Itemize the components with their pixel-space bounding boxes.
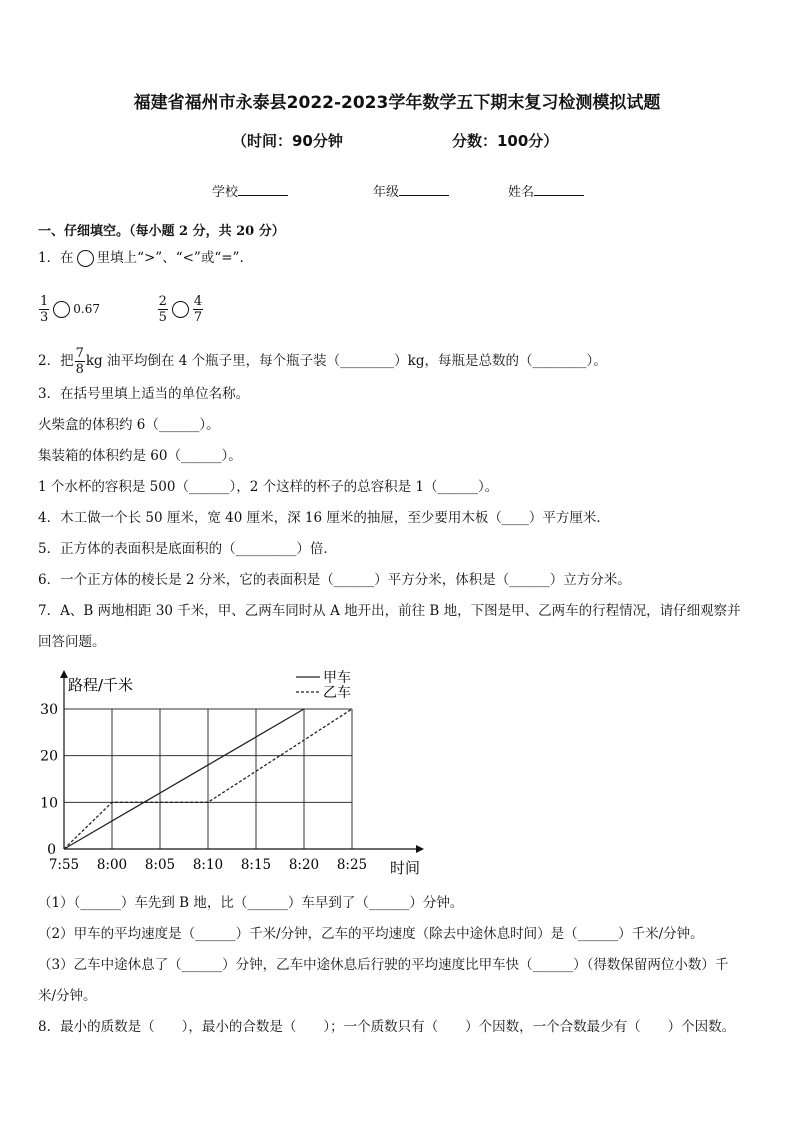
question-7-sub3b: 米/分钟。 (38, 988, 97, 1004)
series-line-0 (64, 709, 304, 849)
x-tick-label: 8:25 (336, 857, 368, 873)
name-field[interactable]: 姓名 (508, 181, 584, 200)
chart-axes (60, 670, 424, 853)
school-field[interactable]: 学校 (212, 181, 288, 200)
question-7-sub2: （2）甲车的平均速度是（______）千米/分钟，乙车的平均速度（除去中途休息时间）是（______）千米/分钟。 (38, 926, 704, 942)
total-score: 分数：100分） (452, 132, 559, 150)
x-tick-label: 8:10 (192, 857, 224, 873)
question-3-c: 1 个水杯的容积是 500（______），2 个这样的杯子的总容积是 1（______）。 (38, 479, 499, 495)
question-1: 1．在 里填上“>”、“<”或“=”. (38, 250, 244, 266)
x-tick-label: 8:00 (96, 857, 128, 873)
question-1-items: $\frac{1}{3}$ 0.67 $\frac{2}{5}$ $\frac{4}{7}$ (40, 294, 203, 325)
compare-circle-icon (77, 250, 94, 267)
question-7-line2: 回答问题。 (38, 634, 106, 650)
y-tick-label: 0 (47, 842, 56, 858)
question-3-a: 火柴盒的体积约 6（______）。 (38, 417, 220, 433)
question-3-b: 集装箱的体积约是 60（______）。 (38, 448, 242, 464)
question-5: 5．正方体的表面积是底面积的（_________）倍． (38, 541, 337, 557)
y-axis-arrow-icon (60, 670, 68, 678)
fraction-4-7: $\frac{4}{7}$ (193, 294, 203, 325)
chart-labels (40, 670, 420, 877)
fraction-7-8: $\frac{7}{8}$ (75, 346, 84, 377)
chart-grid (64, 709, 352, 849)
legend-label-1: 乙车 (323, 685, 351, 701)
answer-circle-1[interactable] (53, 301, 70, 318)
fraction-2-5: $\frac{2}{5}$ (158, 294, 167, 325)
x-tick-label: 8:20 (288, 857, 320, 873)
section-heading: 一、仔细填空。（每小题 2 分，共 20 分） (38, 224, 285, 239)
question-7-sub1: （1）（______）车先到 B 地，比（______）车早到了（______）分钟。 (38, 895, 464, 911)
answer-circle-2[interactable] (172, 301, 189, 318)
question-3-stem: 3．在括号里填上适当的单位名称。 (38, 386, 250, 402)
question-7-sub3a: （3）乙车中途休息了（______）分钟，乙车中途休息后行驶的平均速度比甲车快（______）（得数保留两位小数）千 (38, 957, 729, 973)
y-tick-label: 20 (40, 748, 58, 765)
x-axis-arrow-icon (416, 845, 424, 853)
question-6: 6．一个正方体的棱长是 2 分米，它的表面积是（______）平方分米，体积是（______）立方分米。 (38, 572, 631, 588)
y-tick-label: 30 (40, 702, 58, 718)
travel-line-chart (38, 668, 428, 878)
x-tick-label: 7:55 (48, 857, 80, 873)
x-tick-label: 8:05 (144, 857, 176, 873)
x-axis-label: 时间 (390, 859, 421, 877)
question-7-line1: 7．A、B 两地相距 30 千米，甲、乙两车同时从 A 地开出，前往 B 地，下图是甲、乙两车的行程情况，请仔细观察并 (38, 603, 741, 619)
paper-title: 福建省福州市永泰县2022-2023学年数学五下期末复习检测模拟试题 (133, 93, 661, 113)
y-tick-label: 10 (40, 795, 58, 812)
grade-field[interactable]: 年级 (373, 181, 449, 200)
y-axis-label: 路程/千米 (68, 676, 134, 694)
legend-label-0: 甲车 (323, 670, 351, 686)
question-8: 8．最小的质数是（ ），最小的合数是（ ）；一个质数只有（ ）个因数，一个合数最少有（ ）个因数。 (38, 1019, 736, 1035)
question-2: 2．把 $\frac{7}{8}$ kg 油平均倒在 4 个瓶子里，每个瓶子装（________）kg，每瓶是总数的（________）。 (38, 346, 607, 377)
x-tick-label: 8:15 (240, 857, 272, 873)
question-4: 4．木工做一个长 50 厘米，宽 40 厘米，深 16 厘米的抽屉，至少要用木板（____）平方厘米． (38, 510, 610, 526)
time-limit: （时间：90分钟 (232, 132, 343, 150)
fraction-1-3: $\frac{1}{3}$ (40, 294, 49, 325)
